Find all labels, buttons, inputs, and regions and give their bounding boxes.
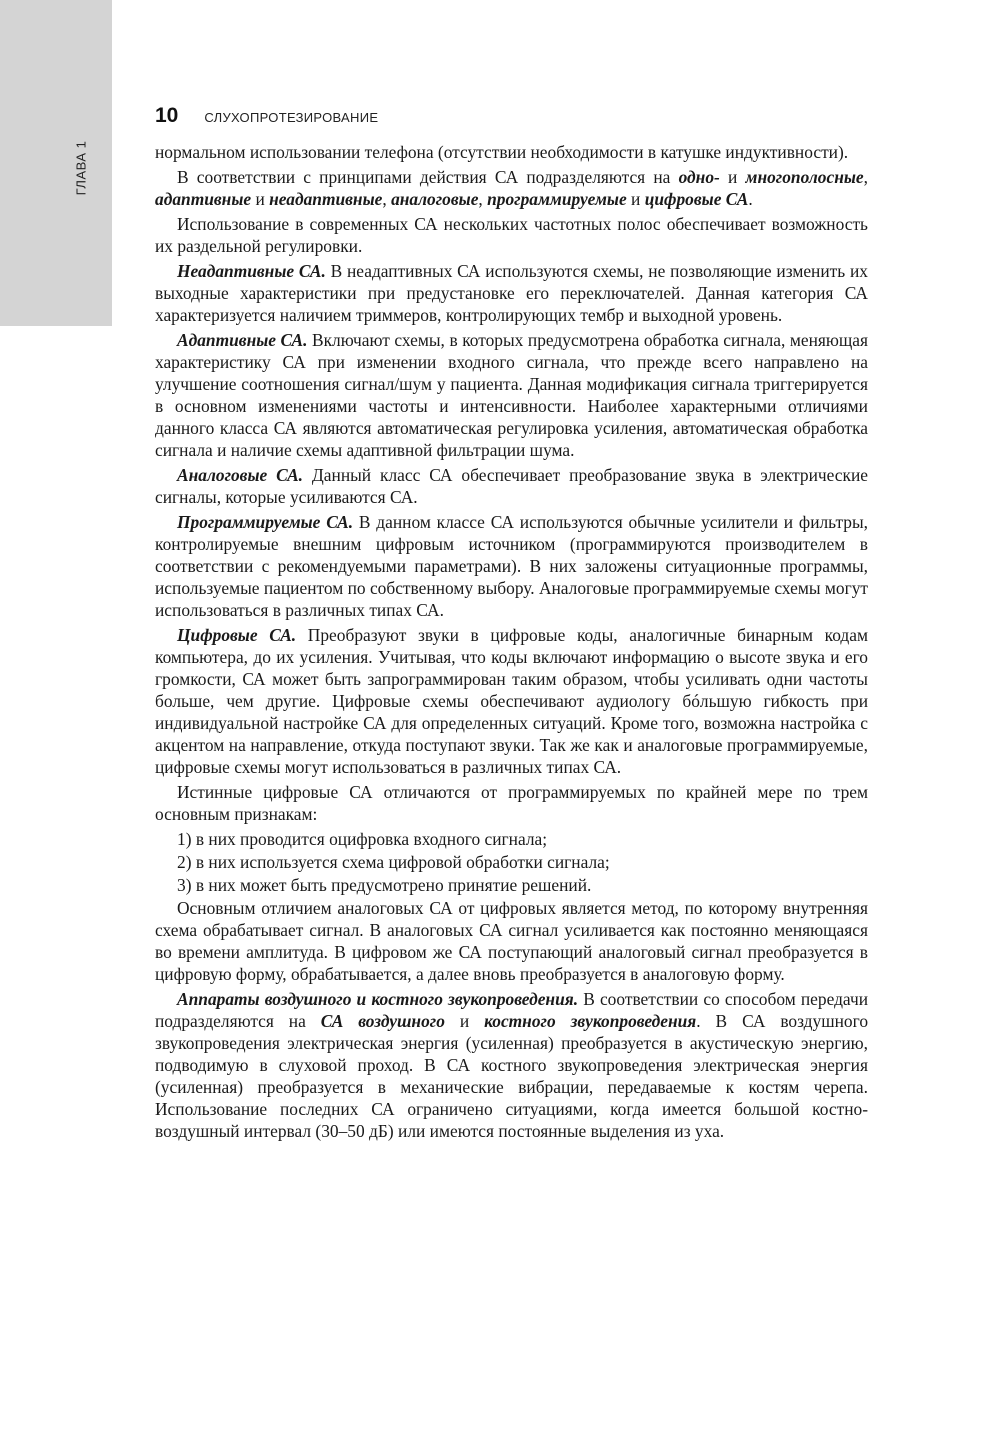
term: программируемые	[487, 189, 627, 209]
paragraph-text: В неадаптивных СА используются схемы, не позволяющие изменить их выходные характеристики при предустановке его переключателей. Данная категория СА характеризуется наличием триммеров, контролирующих тембр и выходной уровень.	[155, 261, 868, 325]
paragraph-text: ,	[478, 189, 488, 209]
section-term: Неадаптивные СА.	[177, 261, 326, 281]
paragraph-text: ,	[863, 167, 868, 187]
paragraph-text: Данный класс СА обеспечивает преобразование звука в электрические сигналы, которые усиливаются СА.	[155, 465, 868, 507]
paragraph	[155, 897, 868, 985]
paragraph-text: нормальном использовании телефона (отсутствии необходимости в катушке индуктивности).	[155, 142, 849, 162]
paragraph	[155, 624, 868, 778]
paragraph	[155, 988, 868, 1142]
chapter-side-tab	[0, 0, 112, 326]
section-term: Адаптивные СА.	[177, 330, 308, 350]
term: цифровые СА	[644, 189, 749, 209]
book-title: СЛУХОПРОТЕЗИРОВАНИЕ	[204, 110, 379, 125]
paragraph-text: и	[444, 1011, 485, 1031]
term: СА воздушного	[320, 1011, 445, 1031]
paragraph-text: В соответствии со способом передачи подразделяются на	[155, 989, 868, 1031]
section-term: Аналоговые СА.	[177, 465, 304, 485]
paragraph	[155, 141, 868, 163]
paragraph	[155, 329, 868, 461]
paragraph-text: . В СА воздушного звукопроведения электрическая энергия (усиленная) преобразуется в акустическую энергию, подводимую в слуховой проход. В СА костного звукопроведения электрическая энергия (усиленная) преобразуется в механические вибрации, передаваемые к костям черепа. Использование последних СА ограничено ситуациями, когда имеется большой костно-воздушный интервал (30–50 дБ) или имеются постоянные выделения из уха.	[155, 1011, 869, 1141]
section-term: Аппараты воздушного и костного звукопроведения.	[177, 989, 579, 1009]
term: адаптивные	[155, 189, 252, 209]
paragraph	[155, 213, 868, 257]
page-number: 10	[155, 104, 179, 127]
paragraph	[155, 511, 868, 621]
paragraph-text: Включают схемы, в которых предусмотрена обработка сигнала, меняющая характеристику СА при изменении входного сигнала, что прежде всего направлено на улучшение соотношения сигнал/шум у пациента. Данная модификация сигнала триггерируется в основном изменениями частоты и интенсивности. Наиболее характерными отличиями данного класса СА являются автоматическая регулировка усиления, автоматическая обработка сигнала и наличие схемы адаптивной фильтрации шума.	[155, 330, 868, 460]
running-head	[155, 104, 378, 128]
term: неадаптивные	[269, 189, 383, 209]
list-item: 1) в них проводится оцифровка входного сигнала;	[177, 829, 548, 849]
paragraph	[155, 464, 868, 508]
paragraph-text: и	[251, 189, 270, 209]
paragraph-text: и	[626, 189, 645, 209]
paragraph	[155, 781, 868, 825]
list-item: 2) в них используется схема цифровой обработки сигнала;	[177, 852, 610, 872]
paragraph	[155, 260, 868, 326]
paragraph-text: и	[719, 167, 746, 187]
term: аналоговые	[391, 189, 479, 209]
paragraph-text: В соответствии с принципами действия СА подразделяются на	[177, 167, 679, 187]
term: одно-	[678, 167, 720, 187]
term: многополосные	[745, 167, 864, 187]
term: костного звукопроведения	[484, 1011, 697, 1031]
paragraph-text: Основным отличием аналоговых СА от цифровых является метод, по которому внутренняя схема обрабатывает сигнал. В аналоговых СА сигнал усиливается как постоянно меняющаяся во времени амплитуда. В цифровом же СА поступающий аналоговый сигнал преобразуется в цифровую форму, обрабатывается, а далее вновь преобразуется в аналоговую форму.	[155, 898, 868, 984]
section-term: Программируемые СА.	[177, 512, 354, 532]
body-text	[155, 141, 868, 1145]
paragraph-text: В данном классе СА используются обычные усилители и фильтры, контролируемые внешним цифровым источником (программируются производителем в соответствии с рекомендуемыми параметрами). В них заложены ситуационные программы, используемые пациентом по собственному выбору. Аналоговые программируемые схемы могут использоваться в различных типах СА.	[155, 512, 869, 620]
list-item: 3) в них может быть предусмотрено принятие решений.	[177, 875, 592, 895]
paragraph-text: Преобразуют звуки в цифровые коды, аналогичные бинарным кодам компьютера, до их усиления. Учитывая, что коды включают информацию о высоте звука и его громкости, СА может быть запрограммирован таким образом, чтобы усиливать одни частоты больше, чем другие. Цифровые схемы обеспечивают аудиологу бóльшую гибкость при индивидуальной настройке СА для определенных ситуаций. Кроме того, возможна настройка с акцентом на направление, откуда поступают звуки. Так же как и аналоговые программируемые, цифровые схемы могут использоваться в различных типах СА.	[155, 625, 868, 777]
paragraph	[155, 166, 868, 210]
paragraph-text: .	[748, 189, 753, 209]
section-term: Цифровые СА.	[177, 625, 297, 645]
chapter-label: ГЛАВА 1	[73, 140, 89, 196]
paragraph-text: Истинные цифровые СА отличаются от программируемых по крайней мере по трем основным признакам:	[155, 782, 868, 824]
paragraph-text: ,	[382, 189, 392, 209]
paragraph-text: Использование в современных СА нескольких частотных полос обеспечивает возможность их раздельной регулировки.	[155, 214, 868, 256]
